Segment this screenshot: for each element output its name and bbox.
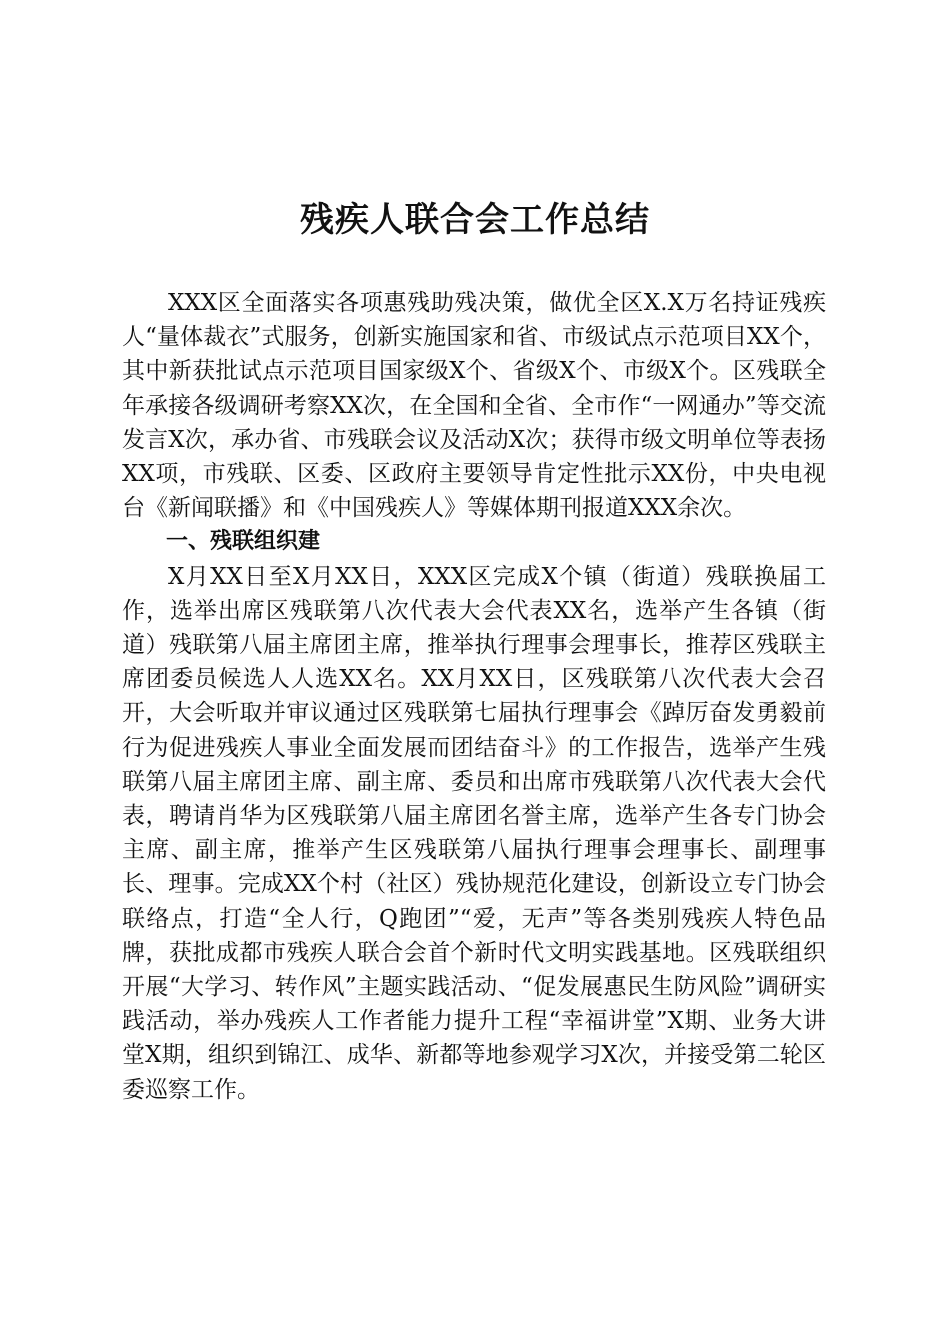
section-heading-1: 一、残联组织建 — [166, 529, 321, 555]
section-1-paragraph: X月XX日至X月XX日，XXX区完成X个镇（街道）残联换届工作，选举出席区残联第八次代表大会代表XX名，选举产生各镇（街道）残联第八届主席团主席，推举执行理事会理事长，推荐区残联主席团委员候选人人选XX名。XX月XX日，区残联第八次代表大会召开，大会听取并审议通过区残联第七届执行理事会《踔厉奋发勇毅前行为促进残疾人事业全面发展而团结奋斗》的工作报告，选举产生残联第八届主席团主席、副主席、委员和出席市残联第八次代表大会代表，聘请肖华为区残联第八届主席团名誉主席，选举产生各专门协会主席、副主席，推举产生区残联第八届执行理事会理事长、副理事长、理事。完成XX个村（社区）残协规范化建设，创新设立专门协会联络点，打造“全人行，Q跑团”“爱，无声”等各类别残疾人特色品牌，获批成都市残疾人联合会首个新时代文明实践基地。区残联组织开展“大学习、转作风”主题实践活动、“促发展惠民生防风险”调研实践活动，举办残疾人工作者能力提升工程“幸福讲堂”X期、业务大讲堂X期，组织到锦江、成华、新都等地参观学习X次，并接受第二轮区委巡察工作。 — [122, 563, 826, 1103]
document-body — [122, 286, 826, 1107]
document-title: 残疾人联合会工作总结 — [300, 200, 650, 240]
intro-paragraph: XXX区全面落实各项惠残助残决策，做优全区X.X万名持证残疾人“量体裁衣”式服务，创新实施国家和省、市级试点示范项目XX个，其中新获批试点示范项目国家级X个、省级X个、市级X个。区残联全年承接各级调研考察XX次，在全国和全省、全市作“一网通办”等交流发言X次，承办省、市残联会议及活动X次；获得市级文明单位等表扬XX项，市残联、区委、区政府主要领导肯定性批示XX份，中央电视台《新闻联播》和《中国残疾人》等媒体期刊报道XXX余次。 — [122, 290, 826, 522]
